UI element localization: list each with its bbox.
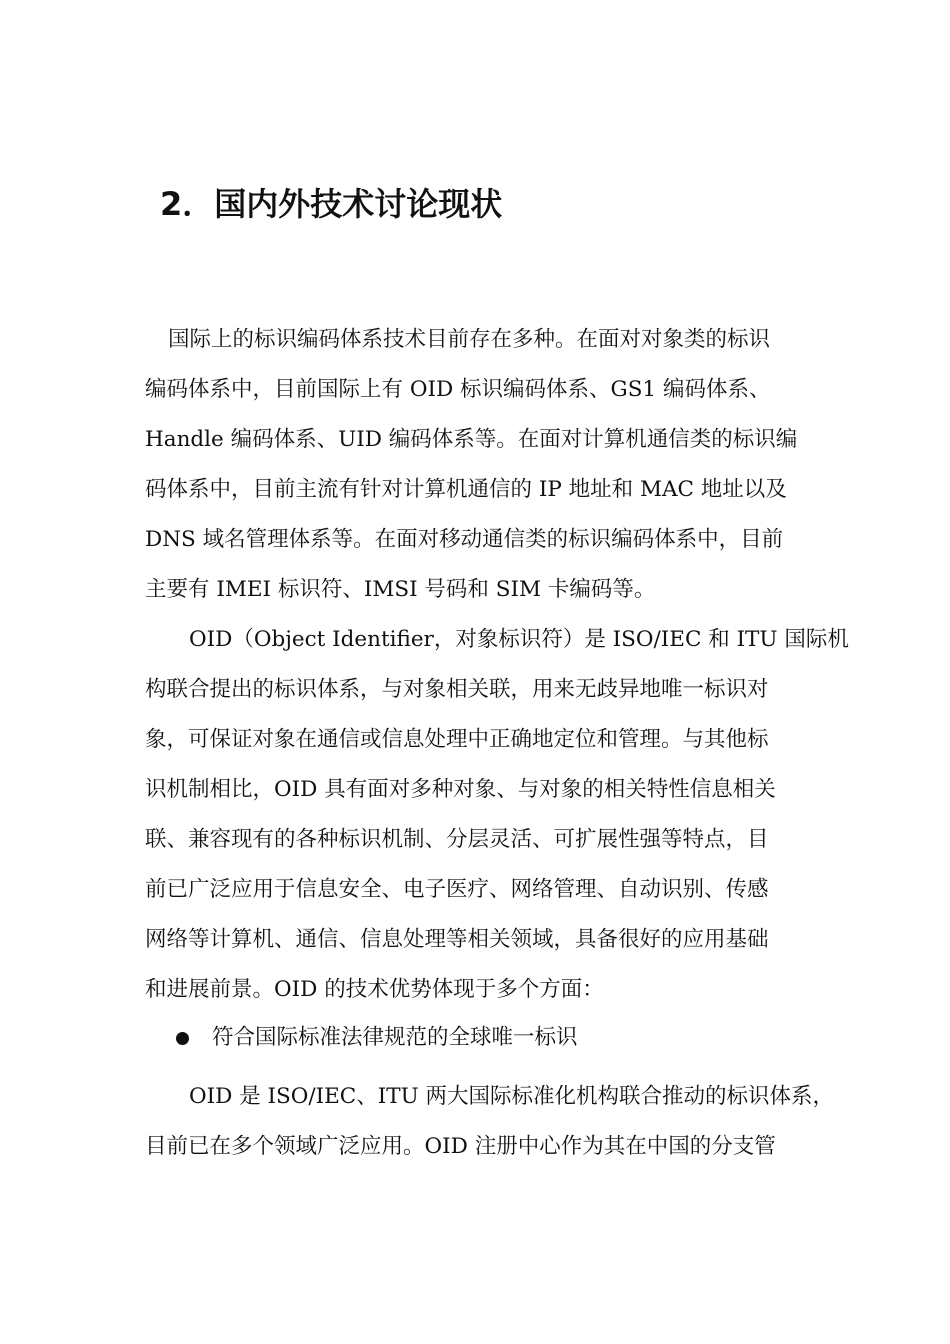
paragraph-1-line-3: Handle 编码体系、UID 编码体系等。在面对计算机通信类的标识编 — [145, 427, 798, 452]
paragraph-3-line-2: 目前已在多个领域广泛应用。OID 注册中心作为其在中国的分支管 — [145, 1134, 776, 1159]
paragraph-2-line-3: 象，可保证对象在通信或信息处理中正确地定位和管理。与其他标 — [145, 727, 769, 752]
paragraph-3-line-1: OID 是 ISO/IEC、ITU 两大国际标准化机构联合推动的标识体系， — [189, 1084, 835, 1109]
paragraph-1-line-1: 国际上的标识编码体系技术目前存在多种。在面对对象类的标识 — [168, 327, 771, 352]
paragraph-2-line-7: 网络等计算机、通信、信息处理等相关领域，具备很好的应用基础 — [145, 927, 769, 952]
bullet-item-1: 符合国际标准法律规范的全球唯一标识 — [212, 1025, 578, 1050]
paragraph-2-line-4: 识机制相比，OID 具有面对多种对象、与对象的相关特性信息相关 — [145, 777, 776, 802]
paragraph-1-line-4: 码体系中，目前主流有针对计算机通信的 IP 地址和 MAC 地址以及 — [145, 477, 787, 502]
paragraph-2-line-8: 和进展前景。OID 的技术优势体现于多个方面： — [145, 977, 604, 1002]
paragraph-2-line-2: 构联合提出的标识体系，与对象相关联，用来无歧异地唯一标识对 — [145, 677, 769, 702]
paragraph-2-line-5: 联、兼容现有的各种标识机制、分层灵活、可扩展性强等特点，目 — [145, 827, 769, 852]
paragraph-2-line-1: OID（Object Identifier，对象标识符）是 ISO/IEC 和 ITU 国际机 — [189, 627, 849, 652]
paragraph-2-line-6: 前已广泛应用于信息安全、电子医疗、网络管理、自动识别、传感 — [145, 877, 769, 902]
paragraph-1-line-6: 主要有 IMEI 标识符、IMSI 号码和 SIM 卡编码等。 — [145, 577, 656, 602]
section-heading: 2．国内外技术讨论现状 — [160, 185, 503, 223]
paragraph-1-line-5: DNS 域名管理体系等。在面对移动通信类的标识编码体系中，目前 — [145, 527, 784, 552]
paragraph-1-line-2: 编码体系中，目前国际上有 OID 标识编码体系、GS1 编码体系、 — [145, 377, 771, 402]
bullet-dot-icon — [176, 1032, 189, 1045]
